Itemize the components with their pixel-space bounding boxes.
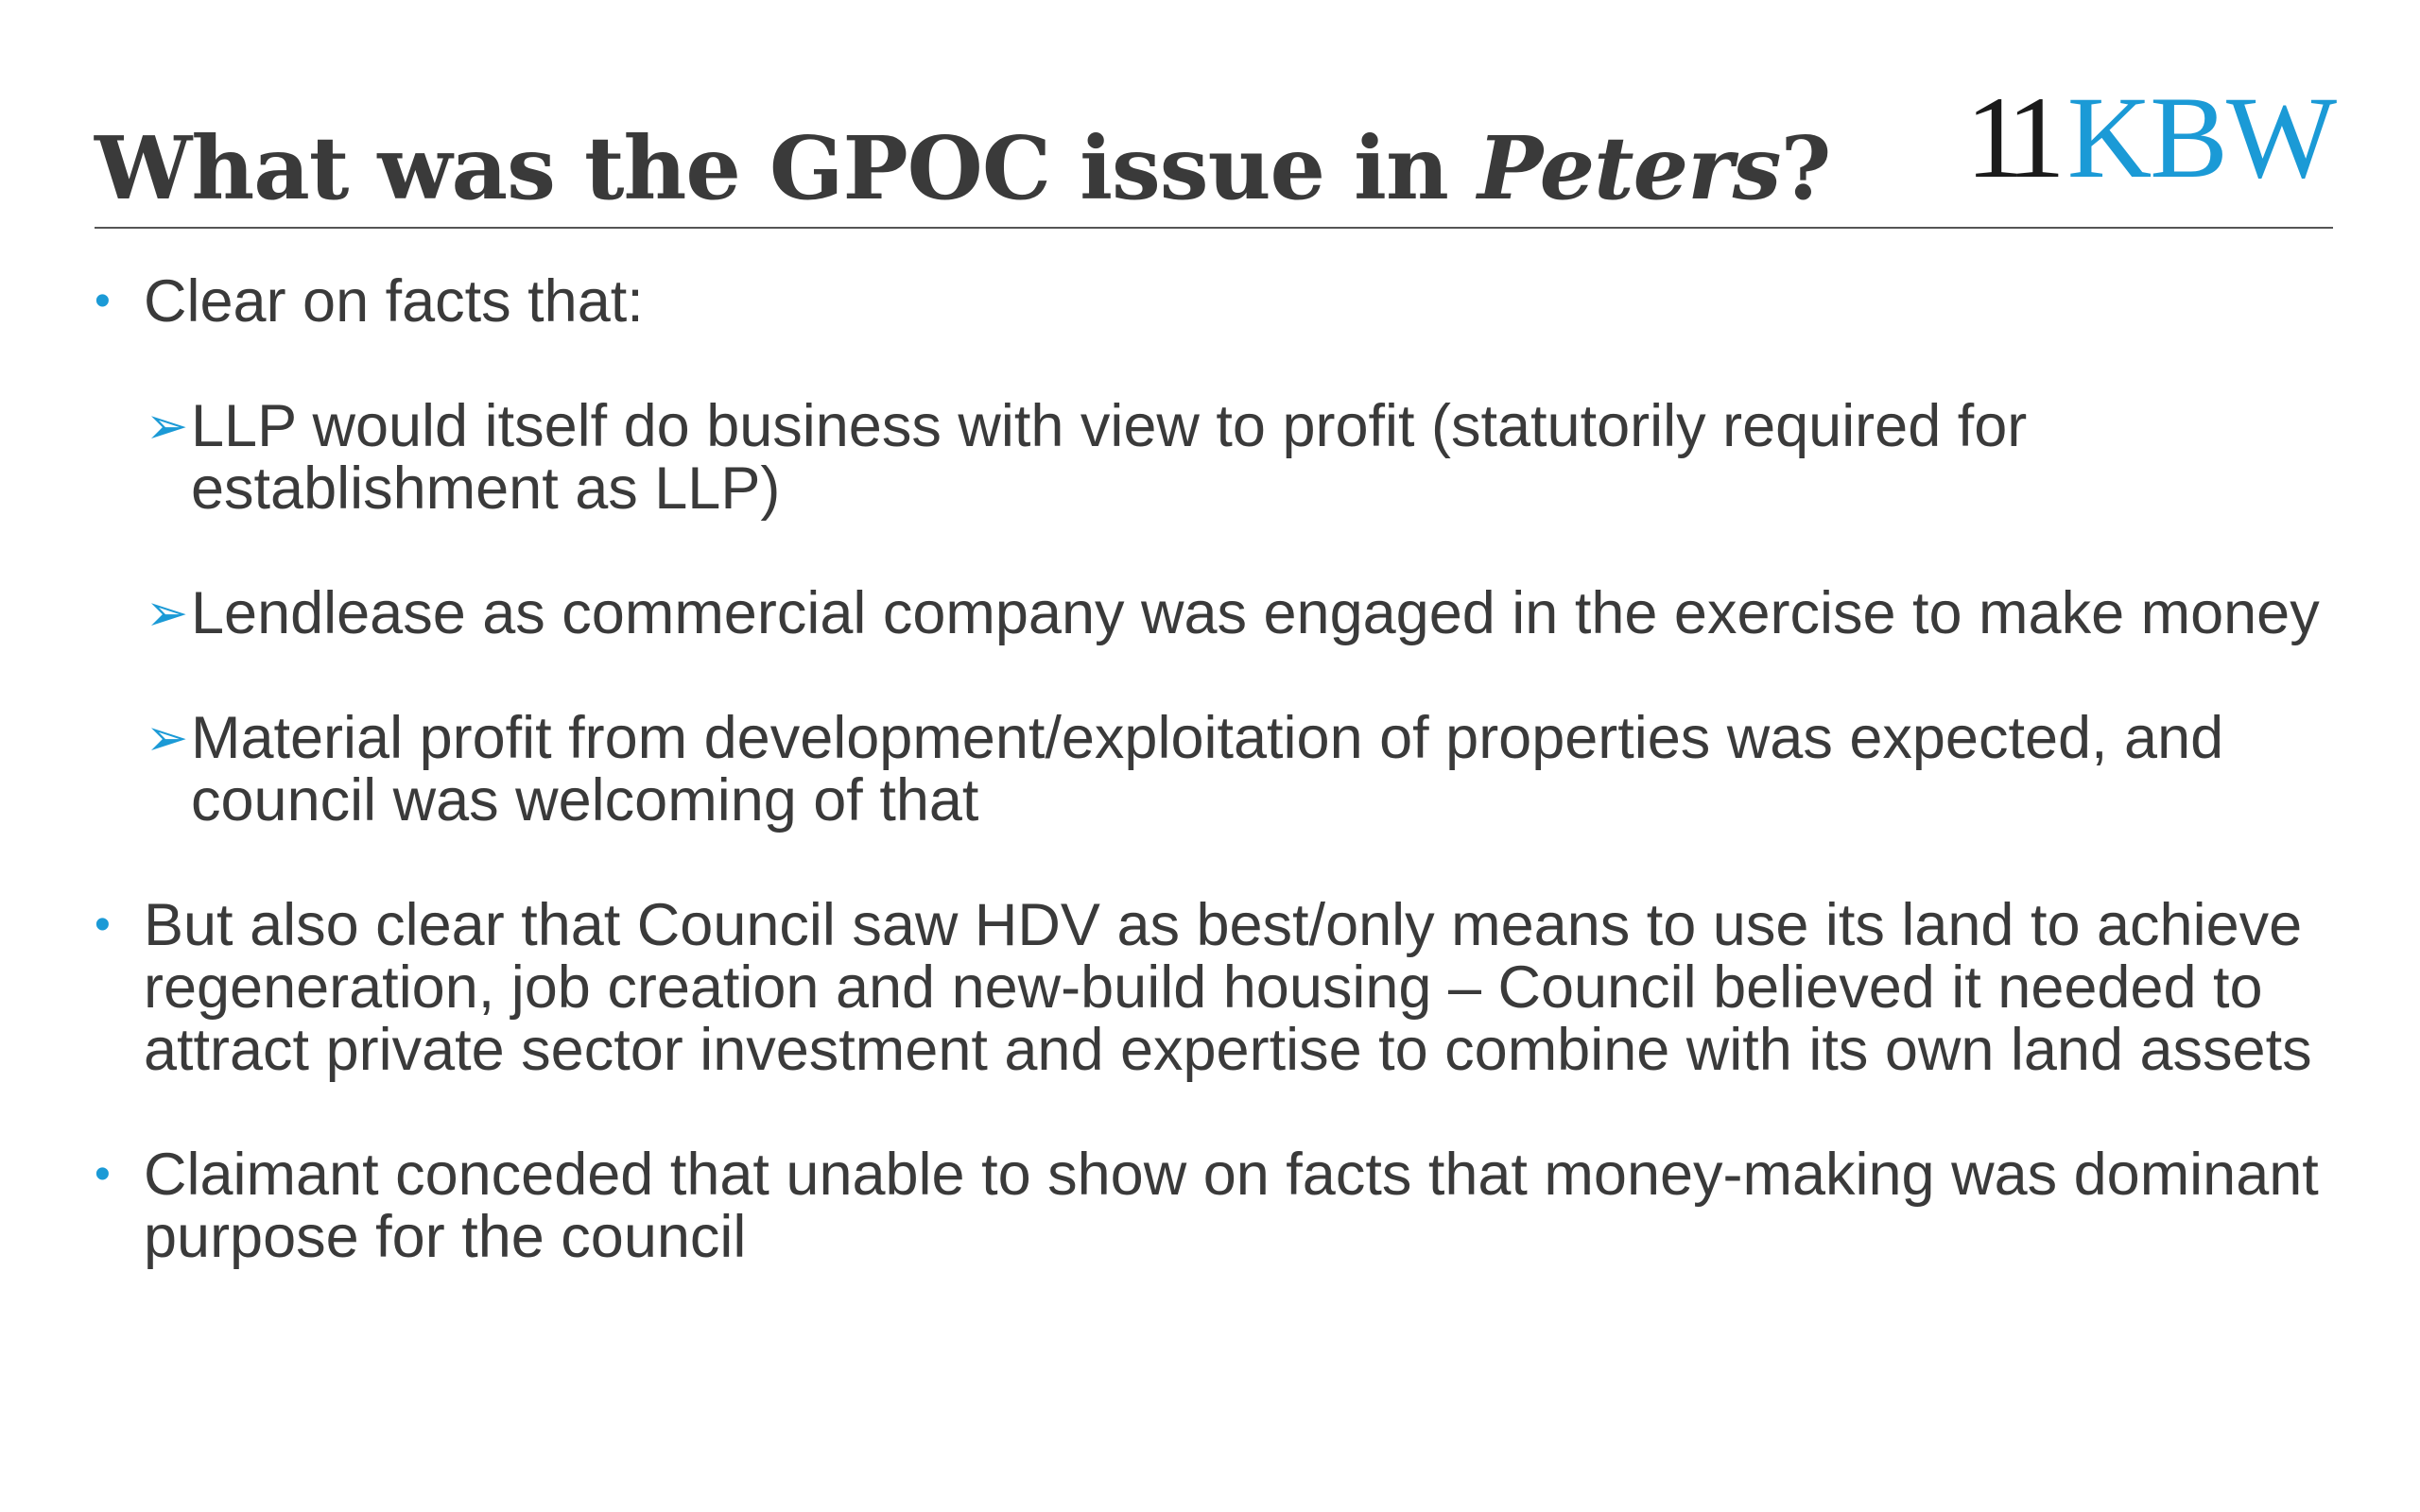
bullet-item bbox=[95, 894, 2344, 1081]
bullet-list bbox=[95, 270, 2344, 1331]
bullet-item bbox=[95, 270, 2344, 333]
bullet-text: Clear on facts that: bbox=[144, 268, 644, 335]
bullet-item bbox=[95, 1143, 2344, 1268]
bullet-marker-icon: • bbox=[95, 900, 111, 950]
chambers-logo bbox=[1965, 73, 2335, 202]
title-divider bbox=[95, 227, 2333, 229]
sub-bullet-item bbox=[95, 707, 2344, 832]
slide-title-suffix: ? bbox=[1780, 117, 1831, 219]
arrow-bullet-icon: ➢ bbox=[146, 710, 189, 766]
slide-title-prefix: What was the GPOC issue in bbox=[95, 117, 1478, 219]
sub-bullet-text: LLP would itself do business with view to profit (statutorily required for establishment as LLP) bbox=[191, 393, 2028, 522]
bullet-marker-icon: • bbox=[95, 1149, 111, 1199]
bullet-marker-icon: • bbox=[95, 276, 111, 326]
slide-title bbox=[95, 117, 1831, 219]
logo-letters: KBW bbox=[2066, 73, 2335, 202]
arrow-bullet-icon: ➢ bbox=[146, 585, 189, 642]
slide-title-case-name: Peters bbox=[1477, 117, 1781, 219]
arrow-bullet-icon: ➢ bbox=[146, 398, 189, 455]
sub-bullet-item bbox=[95, 395, 2344, 520]
sub-bullet-item bbox=[95, 582, 2344, 644]
logo-number: 11 bbox=[1965, 73, 2052, 202]
sub-bullet-text: Lendlease as commercial company was engaged in the exercise to make money bbox=[191, 580, 2320, 646]
bullet-text: But also clear that Council saw HDV as best/only means to use its land to achieve regeneration, job creation and new-build housing – Council believed it needed to attract private sector investment and expertise to combine with its own land assets bbox=[144, 892, 2312, 1083]
sub-bullet-text: Material profit from development/exploitation of properties was expected, and council was welcoming of that bbox=[191, 705, 2224, 833]
bullet-text: Claimant conceded that unable to show on facts that money-making was dominant purpose for the council bbox=[144, 1142, 2319, 1270]
